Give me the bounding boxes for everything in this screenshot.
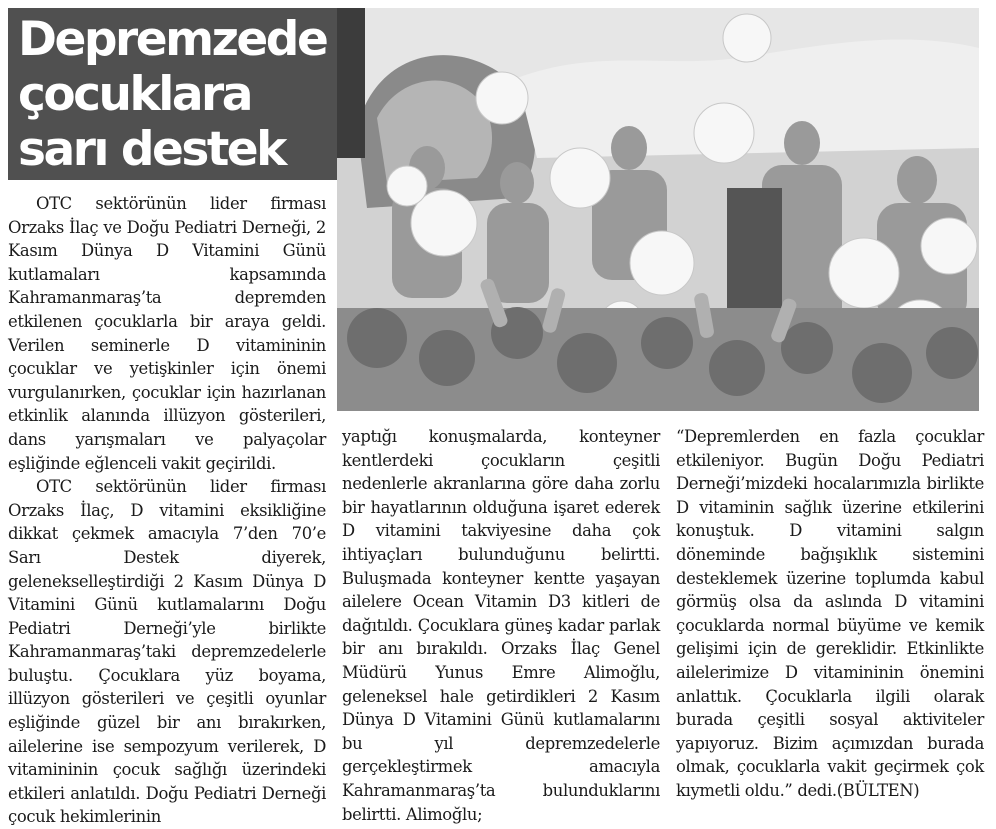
paragraph: yaptığı konuşmalarda, konteyner kentlerdeki çocukların çeşitli nedenlerle akranlarına göre daha zorlu bir hayatlarının olduğuna işaret ederek D vitamini takviyesine daha çok ihtiyaçları bulunduğunu belirtti. Buluşmada konteyner kentte yaşayan ailelere Ocean Vitamin D3 kitleri de dağıtıldı. Çocuklara güneş kadar parlak bir anı bırakıldı. Orzaks İlaç Genel Müdürü Yunus Emre Alimoğlu, geleneksel hale getirdikleri 2 Kasım Dünya D Vitamini Günü kutlamalarını bu yıl depremzedelerle gerçekleştirmek amacıyla Kahramanmaraş’ta bulunduklarını belirtti. Alimoğlu; <box>342 427 660 824</box>
headline <box>18 12 368 177</box>
article-column-2 <box>342 425 660 826</box>
headline-line-1: Depremzede <box>18 12 327 67</box>
paragraph: OTC sektörünün lider firması Orzaks İlaç, D vitamini eksikliğine dikkat çekmek amacıyla 7’den 70’e Sarı Destek diyerek, gelenekselleştirdiği 2 Kasım Dünya D Vitamini Günü kutlamalarını Doğu Pediatri Derneği’yle birlikte Kahramanmaraş’taki depremzedelerle buluştu. Çocuklara yüz boyama, illüzyon gösterileri ve çeşitli oyunlar eşliğinde güzel bir anı bırakırken, ailelerine ise sempozyum verilerek, D vitamininin çocuk sağlığı üzerindeki etkileri anlatıldı. Doğu Pediatri Derneği çocuk hekimlerinin <box>8 477 326 827</box>
headline-line-3: sarı destek <box>18 122 285 177</box>
paragraph: “Depremlerden en fazla çocuklar etkileniyor. Bugün Doğu Pediatri Derneği’mizdeki hocalarımızla birlikte D vitaminin sağlık üzerine etkilerini konuştuk. D vitamini salgın döneminde bağışıklık sistemini desteklemek üzerine toplumda kabul görmüş olsa da aslında D vitamini çocuklarda normal büyüme ve kemik gelişimi için de gereklidir. Etkinlikte ailelerimize D vitamininin önemini anlattık. Çocuklarla ilgili olarak burada çeşitli sosyal aktiviteler yapıyoruz. Bizim açımızdan burada olmak, çocuklarla vakit geçirmek çok kıymetli oldu.” dedi.(BÜLTEN) <box>676 427 984 800</box>
article-column-3 <box>676 425 984 803</box>
article-column-1 <box>8 192 326 829</box>
paragraph: OTC sektörünün lider firması Orzaks İlaç ve Doğu Pediatri Derneği, 2 Kasım Dünya D Vitamini Günü kutlamaları kapsamında Kahramanmaraş’ta depremden etkilenen çocuklarla bir araya geldi. Verilen seminerle D vitamininin çocuklar ve yetişkinler için önemi vurgulanırken, çocuklar için hazırlanan etkinlik alanında illüzyon gösterileri, dans yarışmaları ve palyaçolar eşliğinde eğlenceli vakit geçirildi. <box>8 194 326 473</box>
event-photo <box>337 8 979 411</box>
headline-line-2: çocuklara <box>18 67 251 122</box>
